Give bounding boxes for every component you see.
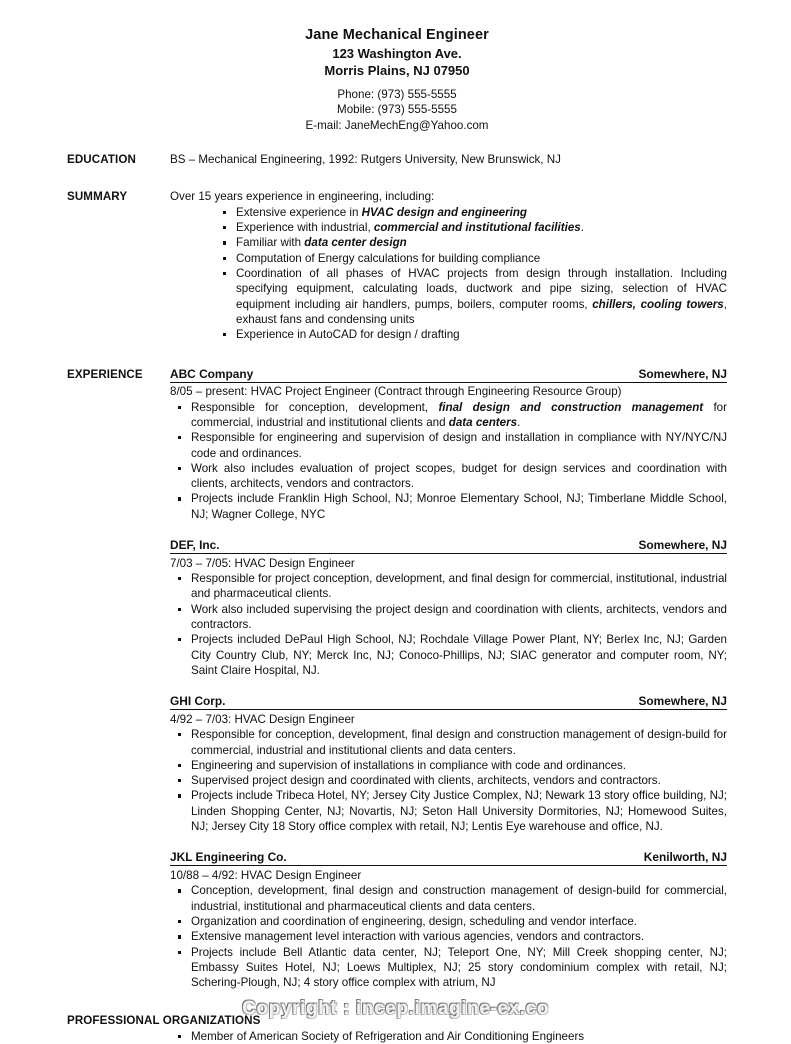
professional-organizations-bullet-list [177, 1029, 727, 1044]
summary-section [67, 189, 727, 343]
bullet-item: Projects include Bell Atlantic data center, NJ; Teleport One, NY; Mill Creek shopping center, NJ; Embassy Suites Hotel, NJ; Loews Multiplex, NJ; 25 story condominium complex with retail, NJ; Schering-Plough, NJ; 4 story office complex with atrium, NJ [177, 945, 727, 991]
bullet-item: Responsible for project conception, development, and final design for commercial, institutional, industrial and pharmaceutical clients. [177, 571, 727, 602]
job-header [170, 694, 727, 710]
professional-organizations-heading: PROFESSIONAL ORGANIZATIONS [67, 1013, 261, 1027]
bullet-item: Projects included DePaul High School, NJ; Rochdale Village Power Plant, NY; Berlex Inc, NJ; Garden City Country Club, NY; Merck Inc, NJ; Conoco-Phillips, NJ; SIAC generator and computer room, NY; Saint Claire Hospital, NJ. [177, 632, 727, 678]
experience-job [170, 538, 727, 678]
bullet-item: Conception, development, final design and construction management of design-build for commercial, industrial, institutional and pharmaceutical clients and data centers. [177, 883, 727, 914]
job-title-line: 8/05 – present: HVAC Project Engineer (Contract through Engineering Resource Group) [170, 385, 622, 399]
job-company: DEF, Inc. [170, 538, 220, 553]
bullet-item: Organization and coordination of engineering, design, scheduling and vendor interface. [177, 914, 727, 929]
email-line: E-mail: JaneMechEng@Yahoo.com [305, 118, 489, 132]
bullet-item: Extensive management level interaction with various agencies, vendors and contractors. [177, 929, 727, 944]
contact-block [67, 87, 727, 134]
job-bullet-list [177, 883, 727, 990]
summary-bullet-list [222, 205, 727, 343]
job-header [170, 367, 727, 383]
summary-intro: Over 15 years experience in engineering, including: [170, 189, 435, 203]
candidate-name: Jane Mechanical Engineer [305, 27, 489, 43]
emphasis-text: data center design [304, 236, 407, 250]
job-title-line: 7/03 – 7/05: HVAC Design Engineer [170, 556, 355, 570]
emphasis-text: final design and construction management [438, 400, 704, 414]
bullet-item: Responsible for conception, development, final design and construction management of design-build for commercial, industrial and institutional clients and data centers. [177, 727, 727, 758]
bullet-item: Computation of Energy calculations for building compliance [222, 251, 727, 266]
job-location: Kenilworth, NJ [643, 850, 727, 865]
bullet-item: Extensive experience in HVAC design and engineering [222, 205, 727, 220]
city-state-zip: Morris Plains, NJ 07950 [324, 63, 470, 78]
education-text: BS – Mechanical Engineering, 1992: Rutgers University, New Brunswick, NJ [170, 153, 561, 167]
education-label: EDUCATION [67, 153, 136, 167]
bullet-item: Work also includes evaluation of project scopes, budget for design services and coordination with clients, architects, vendors and contractors. [177, 461, 727, 492]
job-company: ABC Company [170, 366, 254, 381]
summary-body [170, 189, 727, 343]
experience-body [170, 367, 727, 991]
job-bullet-list [177, 727, 727, 834]
street-address: 123 Washington Ave. [332, 45, 462, 61]
bullet-item: Projects include Franklin High School, NJ; Monroe Elementary School, NJ; Timberlane Middle School, NJ; Wagner College, NYC [177, 491, 727, 522]
job-title-line: 10/88 – 4/92: HVAC Design Engineer [170, 868, 362, 882]
experience-label: EXPERIENCE [67, 367, 143, 381]
job-header [170, 538, 727, 554]
job-location: Somewhere, NJ [638, 538, 727, 553]
job-bullet-list [177, 400, 727, 522]
bullet-item: Responsible for conception, development, final design and construction management for commercial, industrial and institutional clients and data centers. [177, 400, 727, 431]
bullet-item: Experience in AutoCAD for design / drafting [222, 327, 727, 342]
bullet-item: Supervised project design and coordinated with clients, architects, vendors and contractors. [177, 773, 727, 788]
bullet-item: Engineering and supervision of installations in compliance with code and ordinances. [177, 758, 727, 773]
job-company: GHI Corp. [170, 694, 226, 709]
job-bullet-list [177, 571, 727, 678]
emphasis-text: chillers, cooling towers [592, 297, 724, 311]
job-location: Somewhere, NJ [638, 694, 727, 709]
summary-label: SUMMARY [67, 189, 128, 203]
resume-header [67, 26, 727, 80]
job-company: JKL Engineering Co. [170, 850, 287, 865]
emphasis-text: HVAC design and engineering [361, 205, 528, 219]
experience-section [67, 367, 727, 991]
experience-job [170, 367, 727, 522]
emphasis-text: commercial and institutional facilities [373, 221, 581, 235]
mobile-line: Mobile: (973) 555-5555 [337, 103, 457, 117]
education-body [170, 152, 727, 167]
job-header [170, 850, 727, 866]
copyright-watermark: Copyright : incep.imagine-ex.co [242, 998, 549, 1019]
bullet-item: Work also included supervising the project design and coordination with clients, architects, vendors and contractors. [177, 602, 727, 633]
experience-job [170, 850, 727, 990]
bullet-item: Familiar with data center design [222, 235, 727, 250]
bullet-item: Experience with industrial, commercial and institutional facilities. [222, 220, 727, 235]
education-section [67, 152, 727, 167]
phone-line: Phone: (973) 555-5555 [337, 87, 457, 101]
experience-job [170, 694, 727, 834]
job-title-line: 4/92 – 7/03: HVAC Design Engineer [170, 712, 355, 726]
job-location: Somewhere, NJ [638, 366, 727, 381]
emphasis-text: data centers [448, 415, 518, 429]
bullet-item: Coordination of all phases of HVAC projects from design through installation. Including specifying equipment, calculating loads, ductwork and pipe sizing, selection of HVAC equipment including air handlers, pumps, boilers, computer rooms, chillers, cooling towers, exhaust fans and condensing units [222, 266, 727, 327]
bullet-item: Projects include Tribeca Hotel, NY; Jersey City Justice Complex, NJ; Newark 13 story office building, NJ; Linden Shopping Center, NJ; Novartis, NJ; Seton Hall University Dormitories, NJ; Homewood Suites, NJ; Jersey City 18 Story office complex with retail, NJ; Lentis Eye warehouse and office, NJ. [177, 788, 727, 834]
bullet-item: Responsible for engineering and supervision of design and installation in compliance with NY/NYC/NJ code and ordinances. [177, 430, 727, 461]
bullet-item: Member of American Society of Refrigeration and Air Conditioning Engineers [177, 1029, 727, 1044]
